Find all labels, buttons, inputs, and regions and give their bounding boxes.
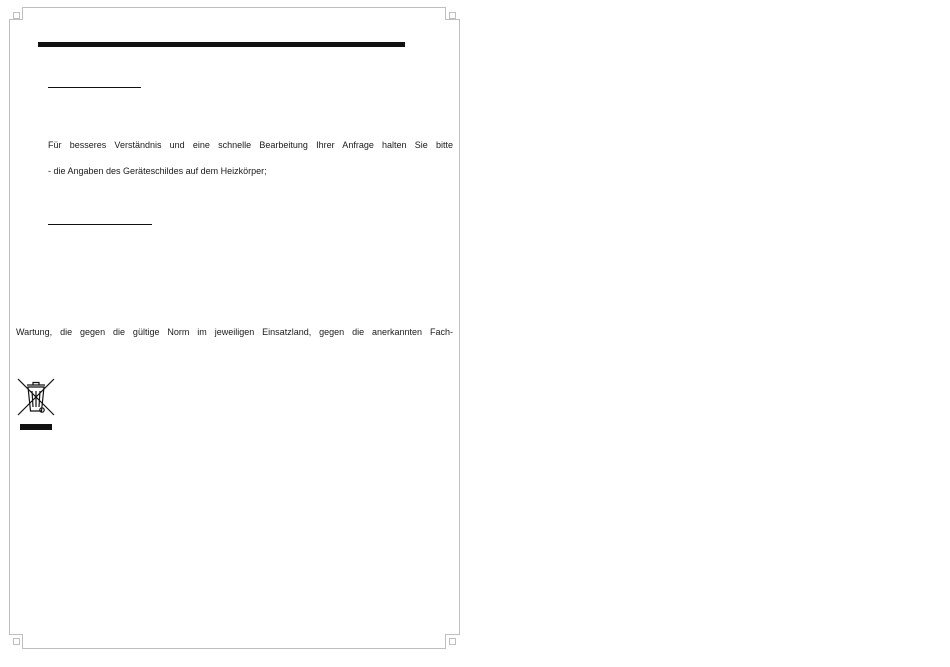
header-rule (38, 42, 405, 47)
paragraph-2 (16, 326, 453, 338)
paragraph-1 (48, 139, 453, 151)
paragraph-2-text: Wartung, die gegen die gültige Norm im jeweiligen Einsatzland, gegen die anerkannten Fach- (16, 327, 453, 337)
list-item: - die Angaben des Geräteschildes auf dem Heizkörper; (48, 166, 267, 176)
page-frame (0, 0, 470, 667)
section-heading-underline-2 (48, 224, 152, 225)
section-heading-underline-1 (48, 87, 141, 88)
crossed-out-wheelie-bin-icon (16, 377, 56, 433)
paragraph-1-text: Für besseres Verständnis und eine schnelle Bearbeitung Ihrer Anfrage halten Sie bitte (48, 140, 453, 150)
